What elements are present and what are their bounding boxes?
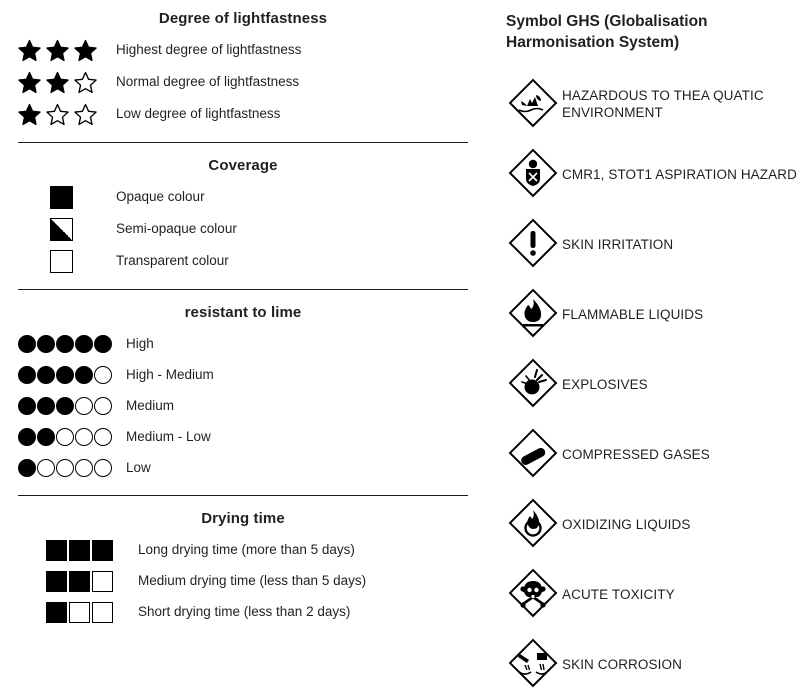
- ghs-row: [506, 496, 800, 555]
- lightfastness-stars: [18, 39, 104, 62]
- ghs-row: [506, 216, 800, 275]
- ghs-label: SKIN IRRITATION: [562, 236, 674, 252]
- dot-empty-icon: [94, 459, 112, 477]
- star-filled-icon: [46, 71, 69, 94]
- left-column: [18, 10, 468, 632]
- section-lightfastness: [18, 10, 468, 126]
- ghs-label: EXPLOSIVES: [562, 376, 648, 392]
- dot-filled-icon: [18, 397, 36, 415]
- lime-dots: [18, 366, 114, 384]
- coverage-swatch-wrap: [18, 218, 104, 241]
- dot-filled-icon: [37, 335, 55, 353]
- star-filled-icon: [18, 39, 41, 62]
- ghs-label: CMR1, STOT1 ASPIRATION HAZARD: [562, 166, 797, 182]
- legend-label: High - Medium: [126, 366, 214, 382]
- legend-label: Opaque colour: [116, 189, 205, 205]
- ghs-row: [506, 146, 800, 205]
- ghs-label: SKIN CORROSION: [562, 656, 682, 672]
- dot-empty-icon: [56, 459, 74, 477]
- ghs-label: ACUTE TOXICITY: [562, 586, 675, 602]
- drying-squares: [46, 540, 126, 561]
- legend-label: Normal degree of lightfastness: [116, 74, 300, 90]
- divider: [18, 289, 468, 290]
- legend-label: Medium drying time (less than 5 days): [138, 572, 367, 588]
- legend-label: Low: [126, 459, 151, 475]
- section-title-lightfastness: Degree of lightfastness: [158, 10, 328, 27]
- legend-row: [18, 39, 468, 62]
- dot-filled-icon: [18, 366, 36, 384]
- legend-row: [18, 539, 468, 561]
- square-filled-icon: [46, 571, 67, 592]
- dot-empty-icon: [94, 366, 112, 384]
- section-coverage: [18, 157, 468, 273]
- ghs-row: [506, 286, 800, 345]
- square-filled-icon: [92, 540, 113, 561]
- square-filled-icon: [69, 540, 90, 561]
- dot-filled-icon: [18, 459, 36, 477]
- dot-empty-icon: [75, 428, 93, 446]
- section-title-drying-time: Drying time: [201, 510, 285, 527]
- swatch-opaque-icon: [50, 186, 73, 209]
- legend-row: [18, 218, 468, 241]
- ghs-label: FLAMMABLE LIQUIDS: [562, 306, 704, 322]
- dot-filled-icon: [56, 335, 74, 353]
- drying-squares: [46, 602, 126, 623]
- ghs-row: [506, 566, 800, 625]
- ghs-label: OXIDIZING LIQUIDS: [562, 516, 691, 532]
- legend-row: [18, 333, 468, 355]
- star-filled-icon: [18, 103, 41, 126]
- section-drying-time: [18, 510, 468, 623]
- square-filled-icon: [46, 540, 67, 561]
- right-column: [506, 12, 800, 690]
- legend-label: Medium: [126, 397, 175, 413]
- coverage-swatch-wrap: [18, 186, 104, 209]
- dot-filled-icon: [18, 335, 36, 353]
- legend-label: High: [126, 335, 154, 351]
- legend-label: Long drying time (more than 5 days): [138, 541, 355, 557]
- dot-filled-icon: [75, 335, 93, 353]
- square-empty-icon: [92, 571, 113, 592]
- legend-label: Highest degree of lightfastness: [116, 42, 302, 58]
- divider: [18, 495, 468, 496]
- legend-row: [18, 426, 468, 448]
- legend-label: Transparent colour: [116, 253, 229, 269]
- legend-row: [18, 250, 468, 273]
- ghs06-skull-and-crossbones-icon: [506, 566, 562, 625]
- legend-row: [18, 601, 468, 623]
- dot-empty-icon: [75, 397, 93, 415]
- star-outline-icon: [46, 103, 69, 126]
- legend-row: [18, 570, 468, 592]
- ghs02-flame-icon: [506, 286, 562, 345]
- ghs-section-title: Symbol GHS (Globalisation Harmonisation System): [506, 13, 708, 51]
- lightfastness-stars: [18, 71, 104, 94]
- dot-empty-icon: [94, 397, 112, 415]
- star-filled-icon: [18, 71, 41, 94]
- square-filled-icon: [46, 602, 67, 623]
- ghs05-corrosion-icon: [506, 636, 562, 690]
- dot-filled-icon: [37, 366, 55, 384]
- dot-filled-icon: [56, 366, 74, 384]
- dot-empty-icon: [56, 428, 74, 446]
- legend-label: Semi-opaque colour: [116, 221, 237, 237]
- legend-row: [18, 457, 468, 479]
- dot-filled-icon: [56, 397, 74, 415]
- star-filled-icon: [74, 39, 97, 62]
- swatch-semi-opaque-icon: [50, 218, 73, 241]
- dot-empty-icon: [75, 459, 93, 477]
- dot-empty-icon: [37, 459, 55, 477]
- section-title-lime-resistance: resistant to lime: [184, 304, 302, 321]
- ghs-row: [506, 76, 800, 135]
- ghs09-environment-icon: [506, 76, 562, 135]
- lime-dots: [18, 459, 114, 477]
- star-outline-icon: [74, 71, 97, 94]
- square-empty-icon: [92, 602, 113, 623]
- dot-filled-icon: [75, 366, 93, 384]
- dot-empty-icon: [94, 428, 112, 446]
- swatch-transparent-icon: [50, 250, 73, 273]
- star-filled-icon: [46, 39, 69, 62]
- lightfastness-stars: [18, 103, 104, 126]
- dot-filled-icon: [18, 428, 36, 446]
- square-empty-icon: [69, 602, 90, 623]
- lime-dots: [18, 428, 114, 446]
- coverage-swatch-wrap: [18, 250, 104, 273]
- dot-filled-icon: [94, 335, 112, 353]
- ghs03-flame-over-circle-icon: [506, 496, 562, 555]
- legend-label: Low degree of lightfastness: [116, 106, 281, 122]
- dot-filled-icon: [37, 397, 55, 415]
- legend-label: Medium - Low: [126, 428, 211, 444]
- ghs-row: [506, 356, 800, 415]
- ghs08-health-hazard-icon: [506, 146, 562, 205]
- legend-label: Short drying time (less than 2 days): [138, 603, 351, 619]
- dot-filled-icon: [37, 428, 55, 446]
- section-title-coverage: Coverage: [208, 157, 278, 174]
- lime-dots: [18, 335, 114, 353]
- ghs04-gas-cylinder-icon: [506, 426, 562, 485]
- divider: [18, 142, 468, 143]
- legend-row: [18, 71, 468, 94]
- star-outline-icon: [74, 103, 97, 126]
- ghs-row: [506, 426, 800, 485]
- section-lime-resistance: [18, 304, 468, 479]
- legend-row: [18, 364, 468, 386]
- ghs-label: COMPRESSED GASES: [562, 446, 710, 462]
- square-filled-icon: [69, 571, 90, 592]
- legend-row: [18, 395, 468, 417]
- legend-row: [18, 186, 468, 209]
- ghs07-exclamation-mark-icon: [506, 216, 562, 275]
- drying-squares: [46, 571, 126, 592]
- legend-row: [18, 103, 468, 126]
- lime-dots: [18, 397, 114, 415]
- ghs-row: [506, 636, 800, 690]
- ghs-label: HAZARDOUS TO THEA QUATIC ENVIRONMENT: [562, 88, 764, 121]
- ghs01-exploding-bomb-icon: [506, 356, 562, 415]
